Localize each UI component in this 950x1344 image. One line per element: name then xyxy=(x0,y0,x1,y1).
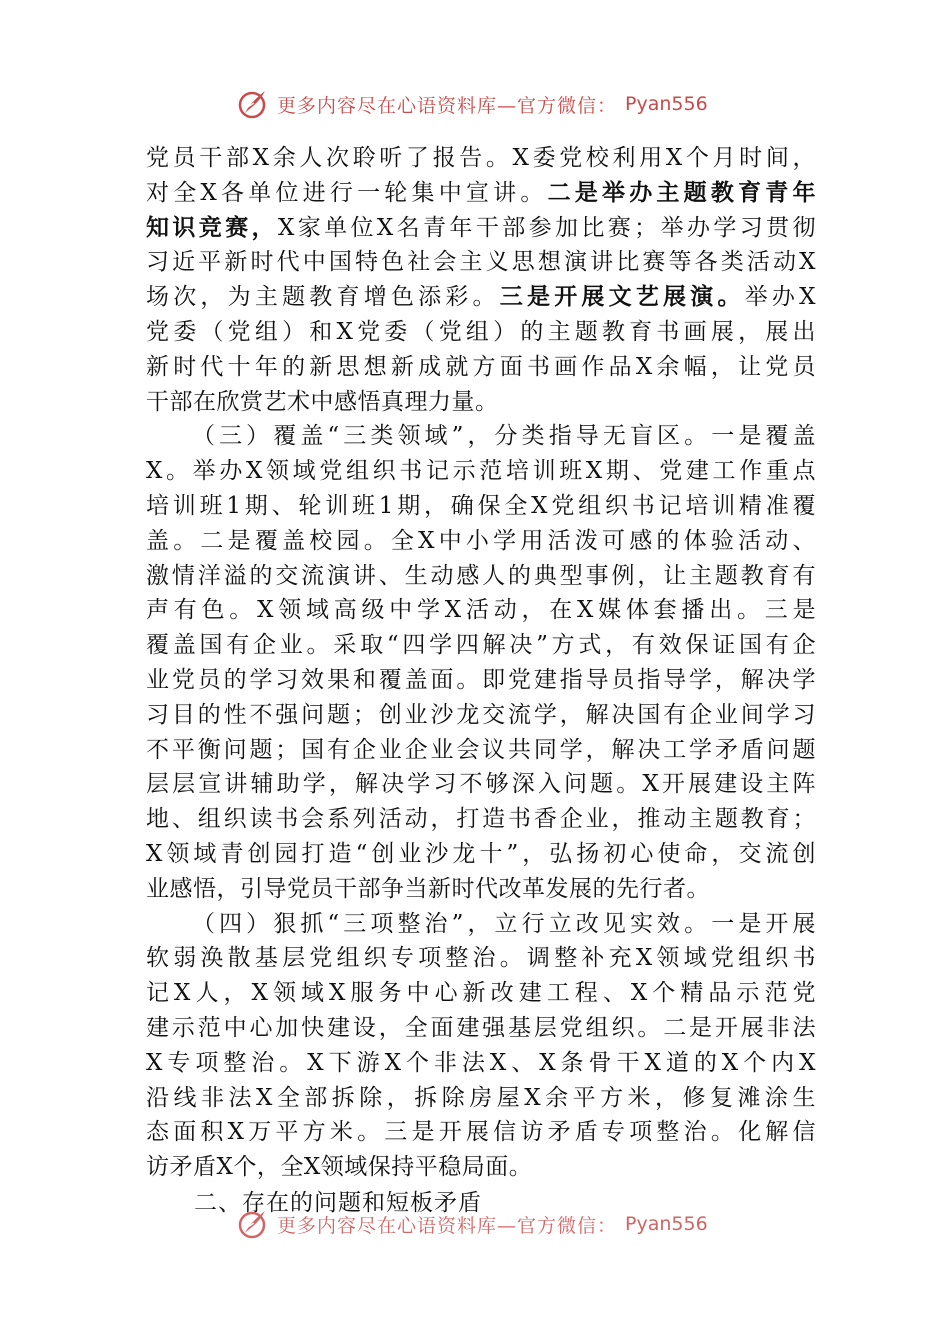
text-run: 记X人，X领域X服务中心新改建工程、X个精品示范党 xyxy=(146,980,816,1007)
text-run: （三）覆盖“三类领域”，分类指导无盲区。 xyxy=(192,423,712,450)
text-run: 一是开展 xyxy=(711,910,816,937)
quill-logo-icon xyxy=(235,87,269,121)
text-run: 业党员的学习效果和覆盖面。即党建指导员指导学，解决学 xyxy=(146,666,816,693)
text-line xyxy=(146,524,816,559)
text-run: 党员干部X余人次聆听了报告。X委党校利用X个月时间， xyxy=(146,145,816,171)
text-run: 习近平新时代中国特色社会主义思想演讲比赛等各类活动X xyxy=(146,249,816,276)
text-line xyxy=(146,559,816,594)
text-run: 建示范中心加快建设，全面建强基层党组织。二是开展非法 xyxy=(146,1014,816,1041)
text-run: 沿线非法X全部拆除，拆除房屋X余平方米，修复滩涂生 xyxy=(146,1084,816,1111)
section-heading: 二、存在的问题和短板矛盾 xyxy=(194,1190,482,1216)
text-line xyxy=(146,802,816,837)
text-line xyxy=(146,837,816,872)
text-line xyxy=(146,1150,816,1185)
watermark-text: 更多内容尽在心语资料库—官方微信： xyxy=(277,94,618,117)
text-line xyxy=(146,141,816,176)
text-line xyxy=(146,1046,816,1081)
text-line xyxy=(146,733,816,768)
text-line xyxy=(146,280,816,315)
text-run: 激情洋溢的交流演讲、生动感人的典型事例，让主题教育有 xyxy=(146,562,816,589)
text-run: 态面积X万平方米。三是开展信访矛盾专项整治。化解信 xyxy=(146,1119,816,1146)
text-line xyxy=(146,767,816,802)
watermark-bottom xyxy=(235,1206,708,1242)
text-run: （四）狠抓“三项整治”，立行立改见实效。 xyxy=(192,910,712,937)
text-line xyxy=(146,350,816,385)
text-line xyxy=(146,1081,816,1116)
text-run: 对全X各单位进行一轮集中宣讲。 xyxy=(146,179,548,206)
text-run: 党委（党组）和X党委（党组）的主题教育书画展，展出 xyxy=(146,318,816,345)
quill-logo-icon xyxy=(235,1207,269,1241)
text-run: 场次，为主题教育增色添彩。 xyxy=(146,284,500,311)
bold-text: 三是开展文艺展演。 xyxy=(499,283,745,311)
watermark-handle: Pyan556 xyxy=(625,93,708,115)
bold-text: 知识竞赛， xyxy=(146,213,278,241)
text-line xyxy=(146,907,816,942)
text-line xyxy=(146,315,816,350)
text-run: 习目的性不强问题；创业沙龙交流学，解决国有企业间学习 xyxy=(146,701,816,728)
text-line xyxy=(146,211,816,246)
text-line xyxy=(146,176,816,211)
text-run: X家单位X名青年干部参加比赛；举办学习贯彻 xyxy=(277,214,816,241)
text-line xyxy=(146,628,816,663)
text-run: 声有色。X领域高级中学X活动，在X媒体套播出。三是 xyxy=(146,597,816,624)
text-run: 覆盖国有企业。采取“四学四解决”方式，有效保证国有企 xyxy=(146,632,816,659)
watermark-top xyxy=(235,86,708,122)
text-run: 软弱涣散基层党组织专项整治。调整补充X领域党组织书 xyxy=(146,945,816,972)
text-line xyxy=(146,872,816,907)
text-line xyxy=(146,593,816,628)
text-run: 不平衡问题；国有企业企业会议共同学，解决工学矛盾问题 xyxy=(146,736,816,763)
bold-text: 二是举办主题教育青年 xyxy=(547,178,816,206)
text-line xyxy=(146,454,816,489)
text-run: 一是覆盖 xyxy=(711,423,816,450)
text-run: 干部在欣赏艺术中感悟真理力量。 xyxy=(146,388,499,415)
text-run: X领域青创园打造“创业沙龙十”，弘扬初心使命，交流创 xyxy=(146,840,816,867)
text-line xyxy=(146,663,816,698)
text-line xyxy=(146,698,816,733)
text-run: 盖。二是覆盖校园。全X中小学用活泼可感的体验活动、 xyxy=(146,527,816,554)
text-line xyxy=(146,245,816,280)
text-run: 新时代十年的新思想新成就方面书画作品X余幅，让党员 xyxy=(146,353,816,380)
text-run: 业感悟，引导党员干部争当新时代改革发展的先行者。 xyxy=(146,875,710,902)
text-line xyxy=(146,419,816,454)
text-run: 层层宣讲辅助学，解决学习不够深入问题。X开展建设主阵 xyxy=(146,771,816,798)
document-body xyxy=(146,141,816,1185)
text-run: 访矛盾X个，全X领域保持平稳局面。 xyxy=(146,1154,533,1181)
text-run: X。举办X领域党组织书记示范培训班X期、党建工作重点 xyxy=(146,458,816,485)
text-run: 地、组织读书会系列活动，打造书香企业，推动主题教育； xyxy=(146,806,816,833)
text-line xyxy=(146,1011,816,1046)
text-line xyxy=(146,976,816,1011)
text-run: 举办X xyxy=(744,284,816,311)
watermark-text: 更多内容尽在心语资料库—官方微信： xyxy=(277,1214,618,1237)
text-line xyxy=(146,385,816,420)
text-run: X专项整治。X下游X个非法X、X条骨干X道的X个内X xyxy=(146,1049,816,1076)
text-line xyxy=(146,1115,816,1150)
text-line xyxy=(146,489,816,524)
text-run: 培训班1期、轮训班1期，确保全X党组织书记培训精准覆 xyxy=(146,492,816,519)
watermark-handle: Pyan556 xyxy=(625,1213,708,1235)
text-line xyxy=(146,941,816,976)
